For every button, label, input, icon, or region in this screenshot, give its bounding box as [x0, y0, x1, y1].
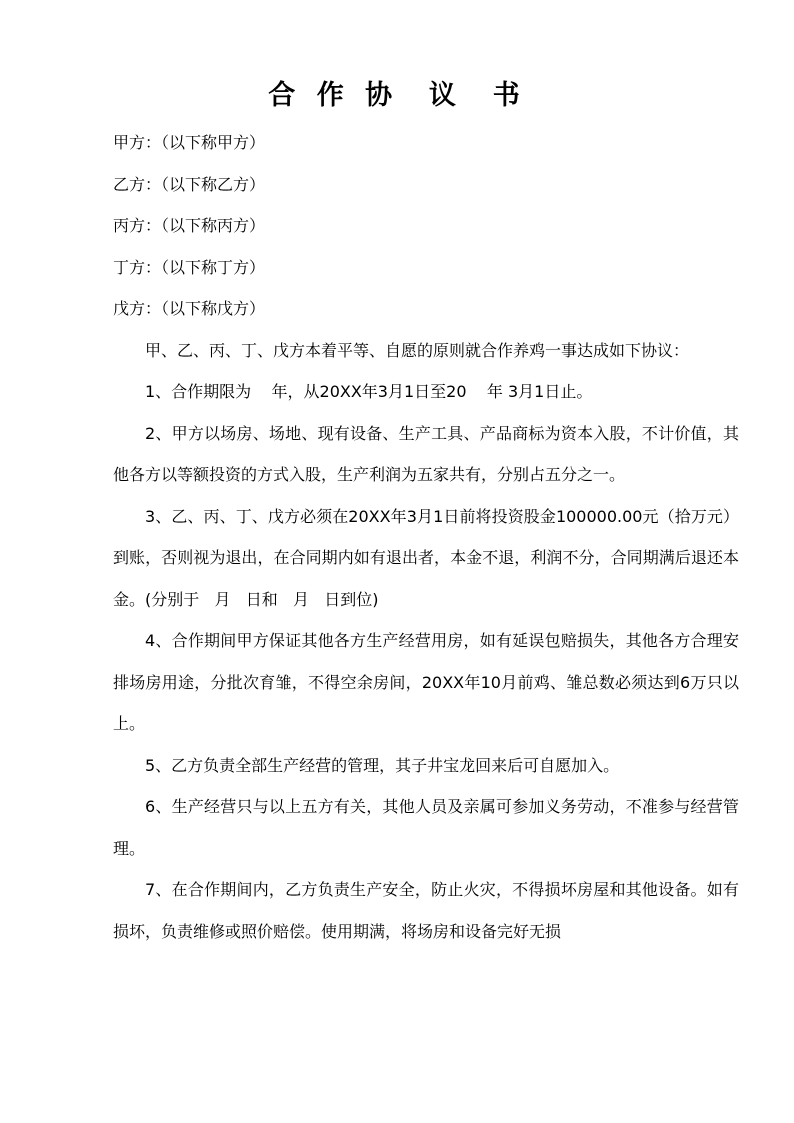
clause-4-paragraph: 4、合作期间甲方保证其他各方生产经营用房，如有延误包赔损失，其他各方合理安排场房用途，分批次育雏，不得空余房间，20XX年10月前鸡、雏总数必须达到6万只以上。	[113, 631, 739, 733]
clause-2-paragraph: 2、甲方以场房、场地、现有设备、生产工具、产品商标为资本入股，不计价值，其他各方以等额投资的方式入股，生产利润为五家共有，分别占五分之一。	[113, 423, 739, 484]
party-a-line: 甲方：（以下称甲方）	[113, 133, 266, 152]
party-e-line: 戊方：（以下称戊方）	[113, 299, 266, 318]
clause-6-paragraph: 6、生产经营只与以上五方有关，其他人员及亲属可参加义务劳动，不准参与经营管理。	[113, 797, 739, 858]
document-title: 合 作 协 议 书	[268, 80, 526, 111]
clause-5-paragraph: 5、乙方负责全部生产经营的管理，其子井宝龙回来后可自愿加入。	[145, 755, 620, 775]
document-body	[113, 122, 739, 952]
preamble-paragraph: 甲、乙、丙、丁、戊方本着平等、自愿的原则就合作养鸡一事达成如下协议：	[145, 340, 690, 360]
party-d-line: 丁方：（以下称丁方）	[113, 257, 266, 277]
clause-3-paragraph: 3、乙、丙、丁、戊方必须在20XX年3月1日前将投资股金100000.00元（拾万元）到账，否则视为退出，在合同期内如有退出者，本金不退，利润不分，合同期满后退还本金。(分别于 月 日和 月 日到位)	[113, 506, 739, 609]
clause-7-paragraph: 7、在合作期间内，乙方负责生产安全，防止火灾，不得损坏房屋和其他设备。如有损坏，负责维修或照价赔偿。使用期满，将场房和设备完好无损	[113, 880, 739, 941]
party-b-line: 乙方：（以下称乙方）	[113, 174, 266, 194]
party-c-line: 丙方：（以下称丙方）	[113, 216, 266, 235]
clause-1-paragraph: 1、合作期限为 年，从20XX年3月1日至20 年 3月1日止。	[145, 382, 593, 401]
